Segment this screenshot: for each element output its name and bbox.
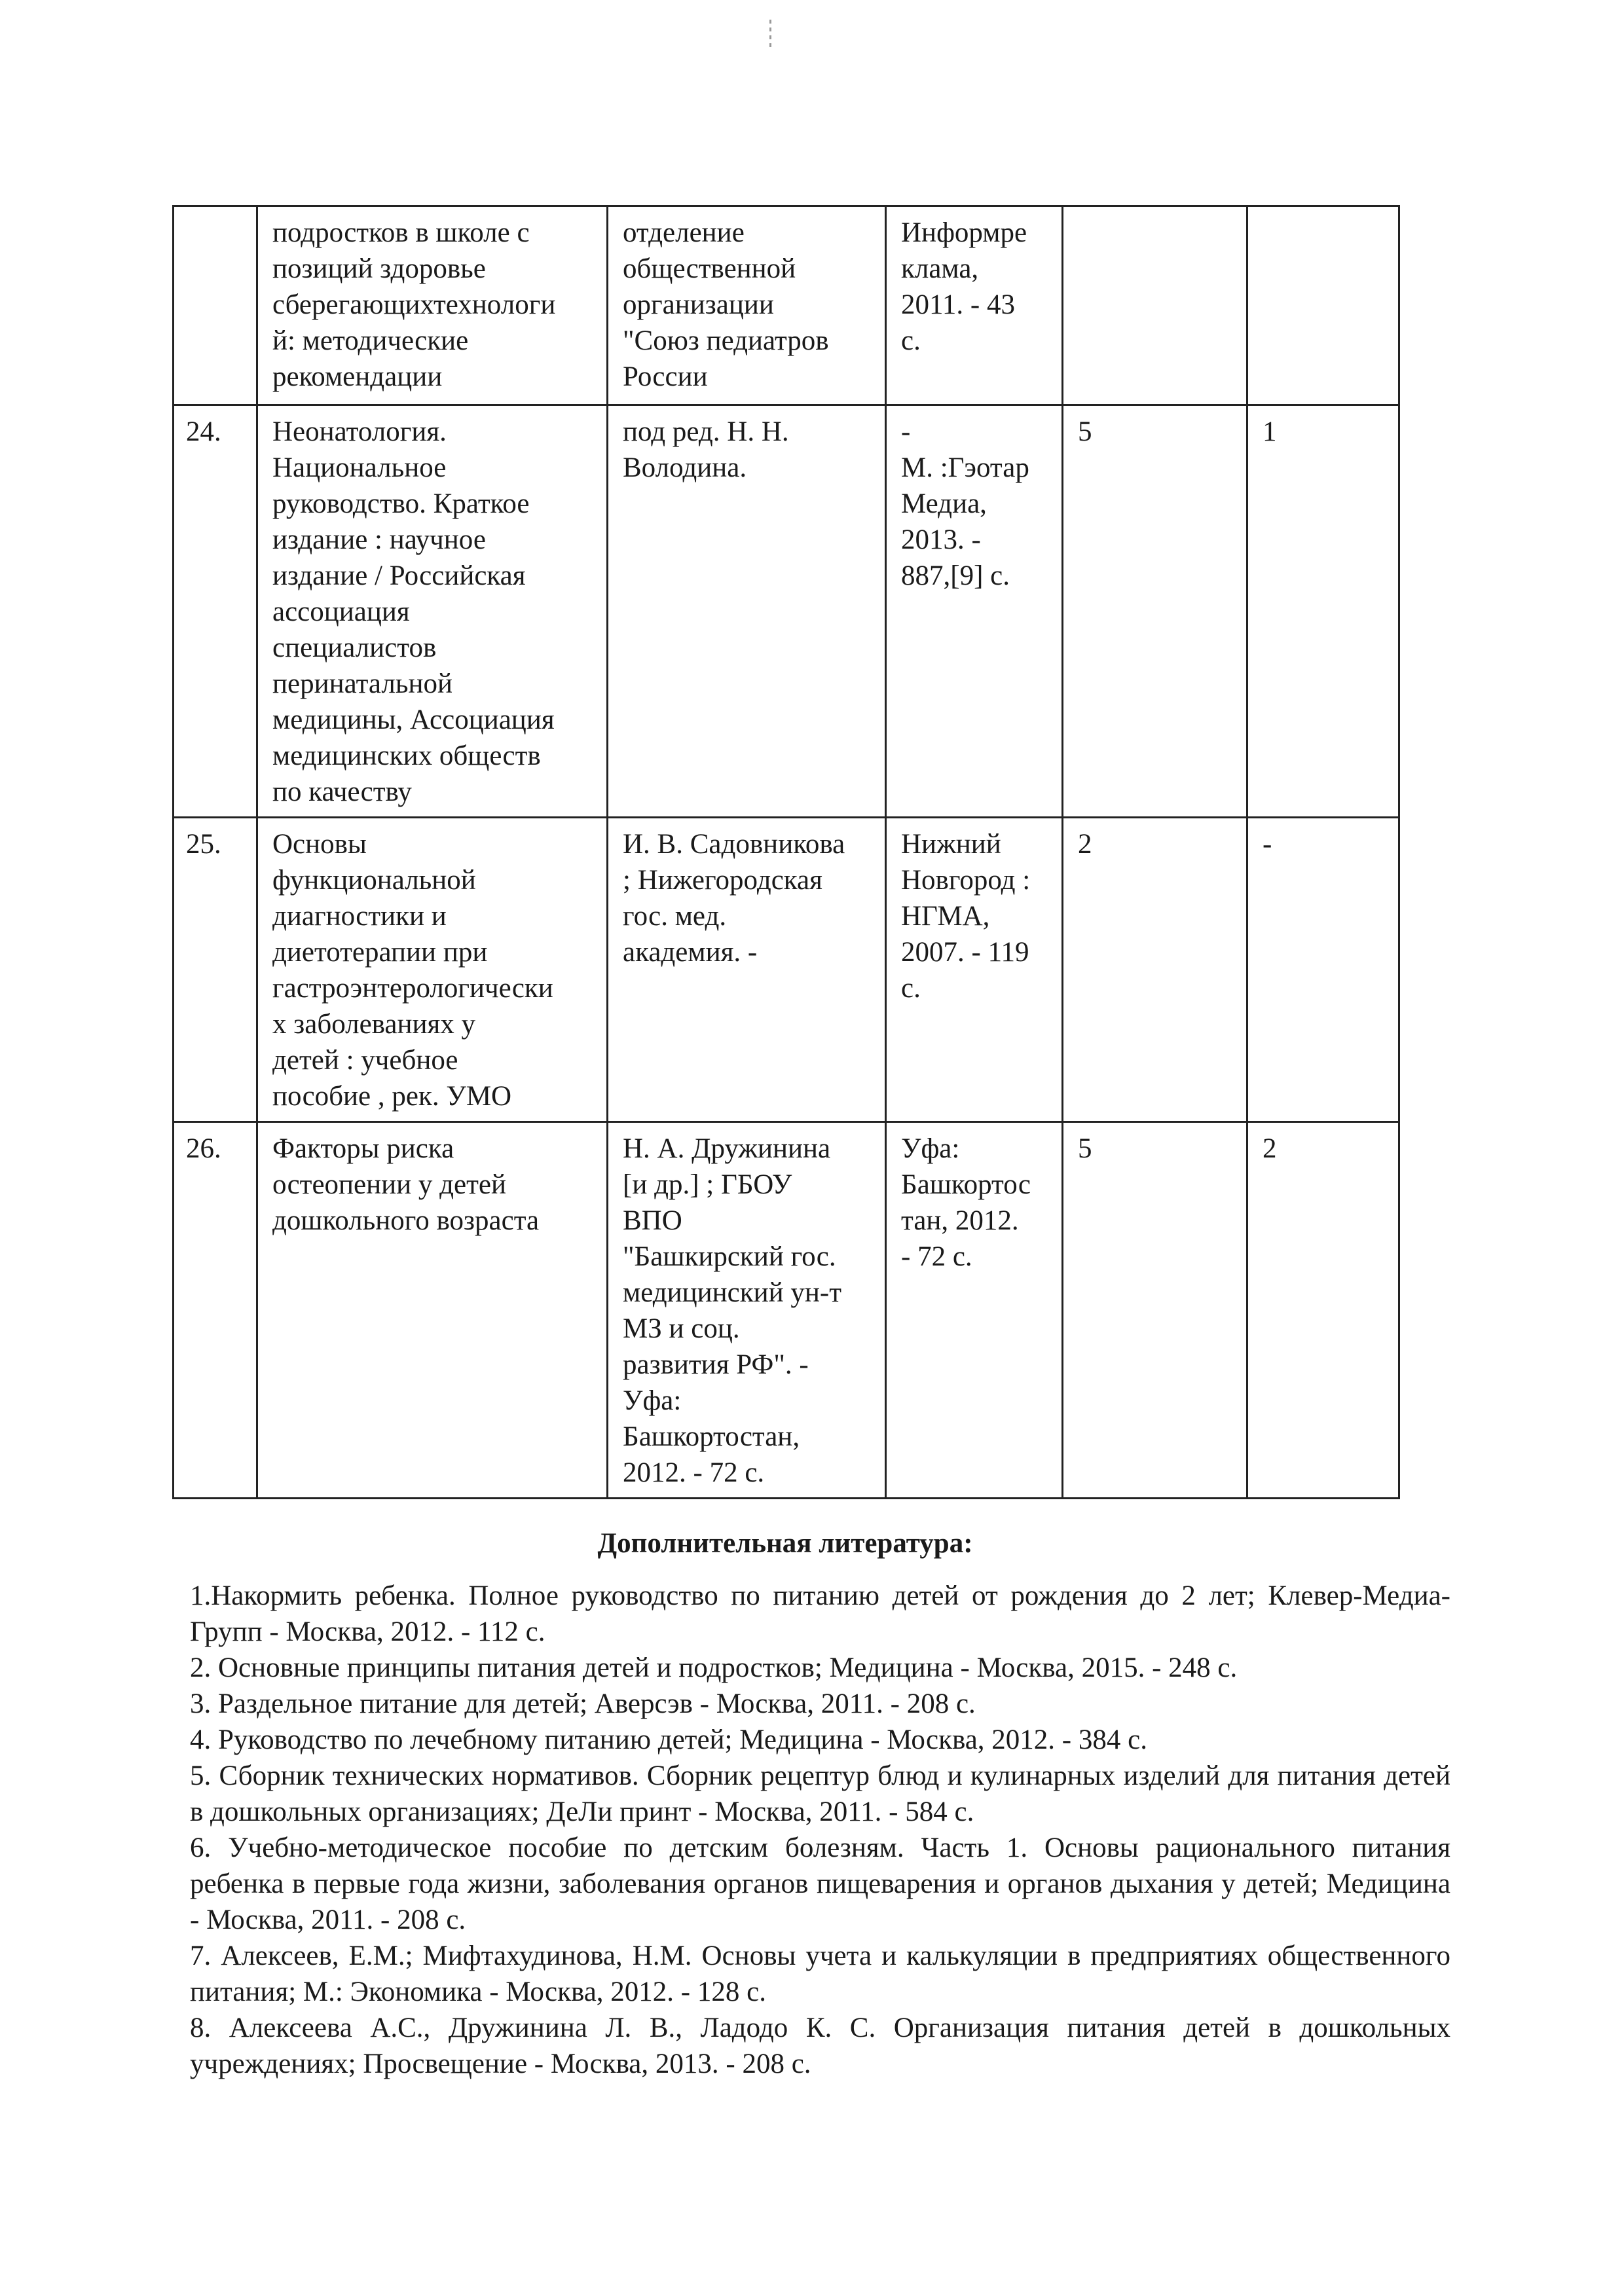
scan-artifact	[769, 20, 771, 51]
cell-line: "Союз педиатров	[623, 325, 829, 356]
cell-line: медицинский ун-т	[623, 1277, 842, 1308]
copies-count: 5	[1063, 405, 1247, 818]
copies-count-2: 1	[1247, 405, 1399, 818]
book-publisher	[886, 206, 1063, 405]
cell-line: -	[901, 416, 911, 447]
cell-line: с.	[901, 973, 921, 1004]
cell-line: 2013. -	[901, 524, 981, 555]
cell-line: НГМА,	[901, 901, 990, 932]
cell-line: академия. -	[623, 937, 758, 968]
list-item: 8. Алексеева А.С., Дружинина Л. В., Ладодо К. С. Организация питания детей в дошкольных учреждениях; Просвещение - Москва, 2013. - 208 с.	[190, 2013, 1450, 2079]
cell-line: Информре	[901, 217, 1027, 248]
cell-line: диагностики и	[272, 901, 447, 932]
cell-line: Володина.	[623, 452, 747, 483]
list-item: 6. Учебно-методическое пособие по детским болезням. Часть 1. Основы рационального питания ребенка в первые года жизни, заболевания органов пищеварения и органов дыхания у детей; Медицина - Москва, 2011. - 208 с.	[190, 1832, 1450, 1935]
cell-line: Национальное	[272, 452, 447, 483]
row-number: 24.	[174, 405, 257, 818]
cell-line: медицины, Ассоциация	[272, 704, 555, 735]
list-item: 7. Алексеев, Е.М.; Мифтахудинова, Н.М. Основы учета и калькуляции в предприятиях общественного питания; М.: Экономика - Москва, 2012. - 128 с.	[190, 1941, 1450, 2007]
cell-line: Уфа:	[623, 1385, 682, 1416]
cell-line: дошкольного возраста	[272, 1205, 540, 1236]
cell-line: общественной	[623, 253, 796, 284]
additional-literature-list	[190, 1578, 1450, 2082]
copies-count	[1063, 206, 1247, 405]
book-publisher	[886, 818, 1063, 1122]
book-authors	[608, 818, 886, 1122]
cell-line: под ред. Н. Н.	[623, 416, 789, 447]
cell-line: Башкортостан,	[623, 1421, 800, 1452]
literature-table	[172, 205, 1400, 1499]
cell-line: функциональной	[272, 865, 476, 896]
cell-line: й: методические	[272, 325, 469, 356]
cell-line: развития РФ". -	[623, 1349, 809, 1380]
copies-count: 2	[1063, 818, 1247, 1122]
copies-count-2: 2	[1247, 1122, 1399, 1499]
cell-line: Основы	[272, 829, 367, 860]
list-item: 5. Сборник технических нормативов. Сборник рецептур блюд и кулинарных изделий для питания детей в дошкольных организациях; ДеЛи принт - Москва, 2011. - 584 с.	[190, 1760, 1450, 1827]
book-title	[257, 206, 608, 405]
cell-line: руководство. Краткое	[272, 488, 530, 519]
cell-line: И. В. Садовникова	[623, 829, 845, 860]
cell-line: отделение	[623, 217, 745, 248]
cell-line: - 72 с.	[901, 1241, 972, 1272]
list-item: 3. Раздельное питание для детей; Аверсэв - Москва, 2011. - 208 с.	[190, 1688, 976, 1719]
cell-line: ассоциация	[272, 596, 410, 627]
cell-line: 2007. - 119	[901, 937, 1029, 968]
copies-count: 5	[1063, 1122, 1247, 1499]
row-number: 25.	[174, 818, 257, 1122]
book-authors	[608, 405, 886, 818]
cell-line: Н. А. Дружинина	[623, 1133, 831, 1164]
cell-line: издание / Российская	[272, 560, 526, 591]
book-title	[257, 1122, 608, 1499]
cell-line: тан, 2012.	[901, 1205, 1019, 1236]
cell-line: гастроэнтерологически	[272, 973, 553, 1004]
cell-line: ; Нижегородская	[623, 865, 822, 896]
cell-line: по качеству	[272, 776, 412, 807]
cell-line: подростков в школе с	[272, 217, 530, 248]
book-title	[257, 405, 608, 818]
cell-line: "Башкирский гос.	[623, 1241, 836, 1272]
cell-line: М. :Гэотар	[901, 452, 1029, 483]
cell-line: клама,	[901, 253, 979, 284]
cell-line: пособие , рек. УМО	[272, 1081, 512, 1112]
row-number: 26.	[174, 1122, 257, 1499]
cell-line: России	[623, 361, 708, 392]
cell-line: гос. мед.	[623, 901, 727, 932]
cell-line: перинатальной	[272, 668, 452, 699]
cell-line: позиций здоровье	[272, 253, 486, 284]
list-item: 2. Основные принципы питания детей и подростков; Медицина - Москва, 2015. - 248 с.	[190, 1652, 1238, 1683]
cell-line: специалистов	[272, 632, 437, 663]
table-row	[174, 206, 1399, 405]
cell-line: ВПО	[623, 1205, 682, 1236]
table-row	[174, 818, 1399, 1122]
book-title	[257, 818, 608, 1122]
cell-line: Факторы риска	[272, 1133, 454, 1164]
table-row	[174, 1122, 1399, 1499]
cell-line: с.	[901, 325, 921, 356]
cell-line: Медиа,	[901, 488, 987, 519]
cell-line: 2011. - 43	[901, 289, 1015, 320]
list-item: 1.Накормить ребенка. Полное руководство по питанию детей от рождения до 2 лет; Клевер-Медиа-Групп - Москва, 2012. - 112 с.	[190, 1580, 1450, 1647]
additional-literature-heading: Дополнительная литература:	[597, 1528, 973, 1559]
copies-count-2	[1247, 206, 1399, 405]
cell-line: [и др.] ; ГБОУ	[623, 1169, 792, 1200]
cell-line: организации	[623, 289, 774, 320]
book-publisher	[886, 1122, 1063, 1499]
cell-line: детей : учебное	[272, 1045, 458, 1076]
cell-line: сберегающихтехнологи	[272, 289, 556, 320]
book-authors	[608, 1122, 886, 1499]
cell-line: рекомендации	[272, 361, 443, 392]
cell-line: МЗ и соц.	[623, 1313, 740, 1344]
copies-count-2: -	[1247, 818, 1399, 1122]
cell-line: остеопении у детей	[272, 1169, 507, 1200]
book-publisher	[886, 405, 1063, 818]
list-item: 4. Руководство по лечебному питанию детей; Медицина - Москва, 2012. - 384 с.	[190, 1724, 1147, 1755]
cell-line: издание : научное	[272, 524, 486, 555]
cell-line: Неонатология.	[272, 416, 447, 447]
cell-line: диетотерапии при	[272, 937, 488, 968]
cell-line: Новгород :	[901, 865, 1031, 896]
cell-line: медицинских обществ	[272, 740, 541, 771]
book-authors	[608, 206, 886, 405]
cell-line: Нижний	[901, 829, 1001, 860]
cell-line: 887,[9] с.	[901, 560, 1010, 591]
cell-line: 2012. - 72 с.	[623, 1457, 765, 1488]
table-row	[174, 405, 1399, 818]
cell-line: х заболеваниях у	[272, 1009, 476, 1040]
row-number	[174, 206, 257, 405]
cell-line: Башкортос	[901, 1169, 1031, 1200]
cell-line: Уфа:	[901, 1133, 960, 1164]
